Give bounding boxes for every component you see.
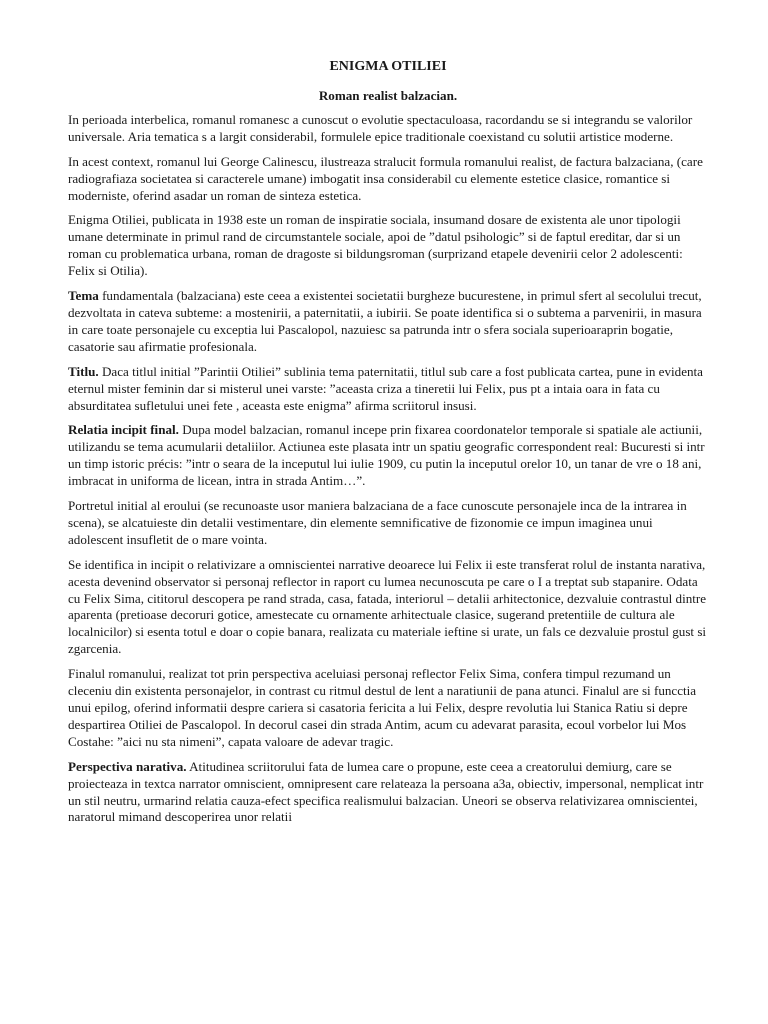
paragraph-text: In acest context, romanul lui George Calinescu, ilustreaza stralucit formula romanului realist, de factura balzaciana, (care radiografiaza societatea si caracterele umane) imbogatit insa considerabil cu elemente estetice clasice, romantice si moderniste, oferind asadar un roman de sinteza estetica. [68,153,703,203]
paragraph-portret [68,498,708,549]
paragraph-tema [68,288,708,356]
paragraph-text: Se identifica in incipit o relativizare a omniscientei narrative deoarece lui Felix ii este transferat rolul de instanta narativa, acesta devenind observator si personaj reflector in raport cu lumea necunoscuta pe care o I a treptat sub stapanire. Odata cu Felix Sima, cititorul descopera pe rand strada, casa, fatada, interiorul – detalii arhitectonice, dezvaluie contrastul dintre aparenta (pretioase decoruri gotice, amestecate cu ornamente arhitectuale clasice, sugerand pretentiile de cultura ale localnicilor) si esenta totul e doar o copie banara, realizata cu materiale ieftine si urate, un fals ce dezvaluie prostul gust si zgarcenia. [68,556,707,657]
paragraph-text: Dupa model balzacian, romanul incepe prin fixarea coordonatelor temporale si spatiale ale actiunii, utilizandu se tema acumularii detaliilor. Actiunea este plasata intr un spatiu geografic correspondent real: Bucuresti si intr un timp istoric précis: ”intr o seara de la inceputul lui iulie 1909, cu putin la inceputul orelor 10, un tanar de vre o 18 ani, imbracat in uniforma de licean, intra in strada Antim…”. [68,422,705,489]
document-page [68,58,708,834]
paragraph-perspectiva [68,759,708,827]
paragraph-lead: Titlu. [68,363,99,379]
document-subtitle: Roman realist balzacian. [318,88,458,103]
paragraph-text: Enigma Otiliei, publicata in 1938 este un roman de inspiratie sociala, insumand dosare de existenta ale unor tipologii umane determinate in primul rand de circumstantele sociale, apoi de ”datul psihologic” si de faptul ereditar, dar si un roman cu problematica urbana, roman de dragoste si bildungsroman (surprizand etapele devenirii celor 2 adolescenti: Felix si Otilia). [68,212,683,279]
document-title: ENIGMA OTILIEI [329,59,447,74]
paragraph-incipit-final [68,422,708,490]
paragraph-titlu [68,364,708,415]
paragraph-relativizare [68,557,708,658]
paragraph-publication [68,212,708,280]
paragraph-text: Portretul initial al eroului (se recunoaste usor maniera balzaciana de a face cunoscute personajele inca de la intrarea in scena), se alcatuieste din detalii vestimentare, din elemente semnificative de fizonomie ce impun imaginea unui adolescent insufletit de o mare vointa. [68,498,687,547]
paragraph-text: In perioada interbelica, romanul romanesc a cunoscut o evolutie spectaculoasa, racordandu se si integrandu se valorilor universale. Aria tematica s a largit considerabil, formulele epice traditionale coexistand cu solutii artistice moderne. [68,111,693,144]
paragraph-lead: Perspectiva narativa. [68,758,187,774]
paragraph-text: fundamentala (balzaciana) este ceea a existentei societatii burgheze bucurestene, in primul sfert al secolului trecut, dezvoltata in cateva subteme: a mostenirii, a paternitatii, a iubirii. Se poate identifica si o subtema a parvenirii, in masura in care toate personajele cu exceptia lui Pascalopol, nazuiesc sa patrunda intr o sfera sociala superioaraprin bogatie, casatorie sau afirmatie profesionala. [68,288,702,354]
paragraph-lead: Tema [68,288,99,304]
paragraph-text: Atitudinea scriitorului fata de lumea care o propune, este ceea a creatorului demiurg, care se proiecteaza in textca narrator omniscient, omnipresent care relateaza la persoana a3a, obiectiv, impersonal, nemplicat intr un stil neutru, urmarind relatia cauza-efect specifica realismului balzacian. Uneori se observa relativizarea omniscientei, naratorul mimand descoperirea unor relatii [68,758,704,825]
paragraph-final [68,666,708,751]
paragraph-text: Finalul romanului, realizat tot prin perspectiva aceluiasi personaj reflector Felix Sima, confera timpul rezumand un cleceniu din existenta personajelor, in contrast cu ritmul destul de lent a naratiunii de pana atunci. Finalul are si funcctia unui epilog, oferind informatii despre cariera si casatoria fericita a lui Felix, despre revolutia lui Stanica Ratiu si depre despartirea Otiliei de Pascalopol. In decorul casei din strada Antim, acum cu adevarat parasita, ecoul vorbelor lui Mos Costahe: ”aici nu sta nimeni”, capata valoare de adevar tragic. [68,666,697,749]
paragraph-text: Daca titlul initial ”Parintii Otiliei” sublinia tema paternitatii, titlul sub care a fost publicata cartea, pune in evidenta eternul mister feminin dar si misterul unei varste: ”aceasta criza a tineretii lui Felix, pus pt a intaia oara in fata cu absurditatea sufletului unei fete , aceasta este enigma” afirma scriitorul insusi. [68,363,703,413]
paragraph-lead: Relatia incipit final. [68,422,179,438]
paragraph-intro [68,112,708,146]
paragraph-context [68,154,708,205]
